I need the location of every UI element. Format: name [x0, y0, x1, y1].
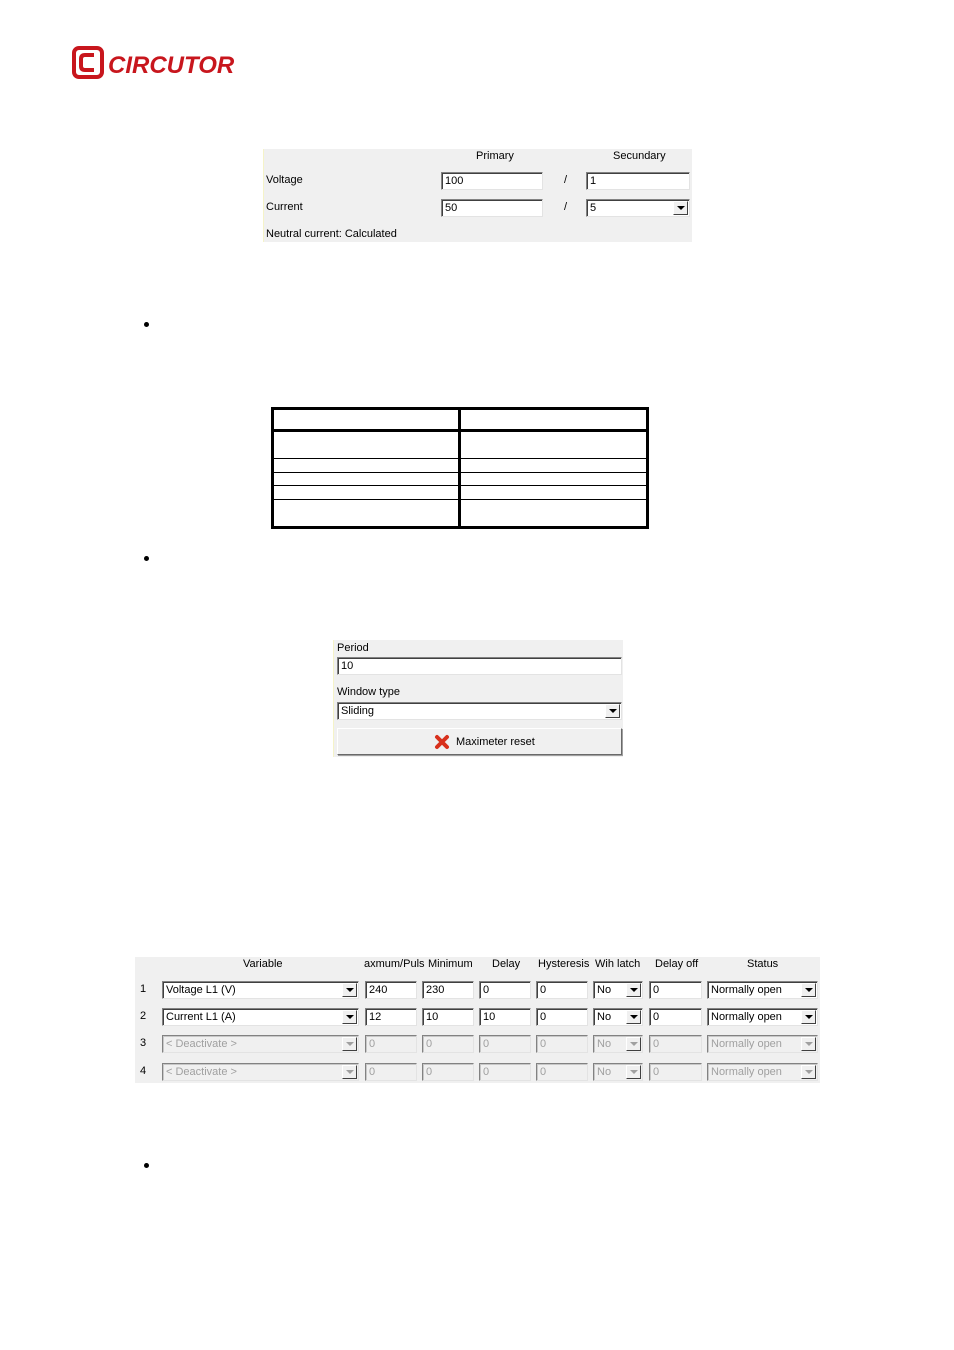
- alarm-variable-select[interactable]: [162, 1035, 359, 1053]
- alarms-header: [135, 957, 820, 973]
- header-minimum: Minimum: [428, 958, 473, 970]
- bullet-point: [144, 322, 149, 327]
- chevron-down-icon[interactable]: [801, 983, 816, 997]
- alarm-status-value: Normally open: [711, 1011, 782, 1023]
- chevron-down-icon[interactable]: [342, 1010, 357, 1024]
- alarm-variable-value: Voltage L1 (V): [166, 984, 236, 996]
- maximeter-reset-label: Maximeter reset: [456, 736, 535, 748]
- alarm-hysteresis-input[interactable]: 0: [536, 1008, 588, 1026]
- alarm-variable-value: < Deactivate >: [166, 1038, 237, 1050]
- alarm-status-value: Normally open: [711, 984, 782, 996]
- alarm-delay-input[interactable]: 0: [479, 981, 531, 999]
- table-row: [273, 431, 648, 459]
- alarm-minimum-input[interactable]: 0: [422, 1063, 474, 1081]
- maximeter-reset-button[interactable]: [337, 728, 622, 755]
- voltage-secondary-input[interactable]: 1: [586, 172, 690, 190]
- chevron-down-icon[interactable]: [801, 1065, 816, 1079]
- alarm-variable-value: < Deactivate >: [166, 1066, 237, 1078]
- alarm-latch-value: No: [597, 1011, 612, 1023]
- alarm-latch-select[interactable]: [593, 1008, 643, 1026]
- chevron-down-icon[interactable]: [626, 1037, 641, 1051]
- alarm-minimum-input[interactable]: 230: [422, 981, 474, 999]
- alarm-latch-value: No: [597, 984, 612, 996]
- maximeter-panel: [333, 640, 623, 757]
- logo-text: CIRCUTOR: [108, 52, 235, 79]
- alarm-delay-off-input[interactable]: 0: [649, 981, 702, 999]
- chevron-down-icon[interactable]: [801, 1037, 816, 1051]
- alarm-maximum-input[interactable]: 240: [365, 981, 417, 999]
- alarm-delay-off-input[interactable]: 0: [649, 1035, 702, 1053]
- alarm-variable-value: Current L1 (A): [166, 1011, 236, 1023]
- period-label: Period: [337, 642, 369, 654]
- alarm-row-number: 4: [140, 1065, 147, 1077]
- voltage-primary-input[interactable]: 100: [441, 172, 543, 190]
- chevron-down-icon[interactable]: [673, 201, 688, 215]
- header-status: Status: [747, 958, 779, 970]
- table-row: [273, 486, 648, 500]
- window-type-label: Window type: [337, 686, 400, 698]
- alarm-delay-input[interactable]: 0: [479, 1035, 531, 1053]
- header-with-latch: Wih latch: [595, 958, 641, 970]
- header-variable: Variable: [243, 958, 283, 970]
- alarm-latch-select[interactable]: [593, 1063, 643, 1081]
- chevron-down-icon[interactable]: [626, 1010, 641, 1024]
- empty-table: [271, 407, 649, 529]
- alarm-status-value: Normally open: [711, 1038, 782, 1050]
- primary-header: Primary: [476, 150, 514, 162]
- alarm-status-select[interactable]: [707, 1063, 818, 1081]
- header-delay: Delay: [492, 958, 521, 970]
- period-input[interactable]: 10: [337, 657, 622, 675]
- current-secondary-value: 5: [590, 202, 597, 214]
- alarm-variable-select[interactable]: [162, 1008, 359, 1026]
- chevron-down-icon[interactable]: [342, 1065, 357, 1079]
- secondary-header: Secundary: [613, 150, 666, 162]
- alarm-row-number: 3: [140, 1037, 147, 1049]
- chevron-down-icon[interactable]: [626, 1065, 641, 1079]
- alarm-hysteresis-input[interactable]: 0: [536, 981, 588, 999]
- alarms-panel: [135, 957, 820, 1083]
- circutor-logo: [72, 46, 247, 80]
- alarm-hysteresis-input[interactable]: 0: [536, 1035, 588, 1053]
- bullet-point: [144, 1163, 149, 1168]
- alarm-status-select[interactable]: [707, 1008, 818, 1026]
- table-row: [273, 458, 648, 472]
- chevron-down-icon[interactable]: [801, 1010, 816, 1024]
- header-maximum: axmum/Puls: [364, 958, 425, 970]
- header-delay-off: Delay off: [655, 958, 699, 970]
- transformer-ratio-panel: [263, 149, 692, 242]
- alarm-status-value: Normally open: [711, 1066, 782, 1078]
- alarm-maximum-input[interactable]: 0: [365, 1035, 417, 1053]
- alarm-latch-value: No: [597, 1066, 612, 1078]
- chevron-down-icon[interactable]: [605, 704, 620, 718]
- alarm-row-number: 2: [140, 1010, 147, 1022]
- alarm-delay-off-input[interactable]: 0: [649, 1008, 702, 1026]
- alarm-minimum-input[interactable]: 10: [422, 1008, 474, 1026]
- voltage-label: Voltage: [266, 174, 303, 186]
- alarm-latch-value: No: [597, 1038, 612, 1050]
- alarm-status-select[interactable]: [707, 1035, 818, 1053]
- current-label: Current: [266, 201, 303, 213]
- delete-x-icon: [435, 735, 449, 752]
- alarm-delay-input[interactable]: 0: [479, 1063, 531, 1081]
- table-row: [273, 409, 648, 431]
- alarm-variable-select[interactable]: [162, 981, 359, 999]
- alarm-minimum-input[interactable]: 0: [422, 1035, 474, 1053]
- chevron-down-icon[interactable]: [626, 983, 641, 997]
- alarm-delay-input[interactable]: 10: [479, 1008, 531, 1026]
- current-secondary-select[interactable]: [586, 199, 690, 217]
- chevron-down-icon[interactable]: [342, 983, 357, 997]
- alarm-maximum-input[interactable]: 12: [365, 1008, 417, 1026]
- alarm-row-number: 1: [140, 983, 147, 995]
- voltage-separator: /: [564, 174, 568, 186]
- window-type-value: Sliding: [341, 705, 375, 717]
- chevron-down-icon[interactable]: [342, 1037, 357, 1051]
- neutral-current-text: Neutral current: Calculated: [266, 228, 397, 240]
- alarm-latch-select[interactable]: [593, 1035, 643, 1053]
- alarm-hysteresis-input[interactable]: 0: [536, 1063, 588, 1081]
- alarm-status-select[interactable]: [707, 981, 818, 999]
- alarm-delay-off-input[interactable]: 0: [649, 1063, 702, 1081]
- alarm-variable-select[interactable]: [162, 1063, 359, 1081]
- header-hysteresis: Hysteresis: [538, 958, 590, 970]
- alarm-latch-select[interactable]: [593, 981, 643, 999]
- window-type-select[interactable]: [337, 702, 622, 720]
- alarm-maximum-input[interactable]: 0: [365, 1063, 417, 1081]
- current-separator: /: [564, 201, 568, 213]
- bullet-point: [144, 556, 149, 561]
- table-row: [273, 472, 648, 486]
- table-row: [273, 500, 648, 528]
- current-primary-input[interactable]: 50: [441, 199, 543, 217]
